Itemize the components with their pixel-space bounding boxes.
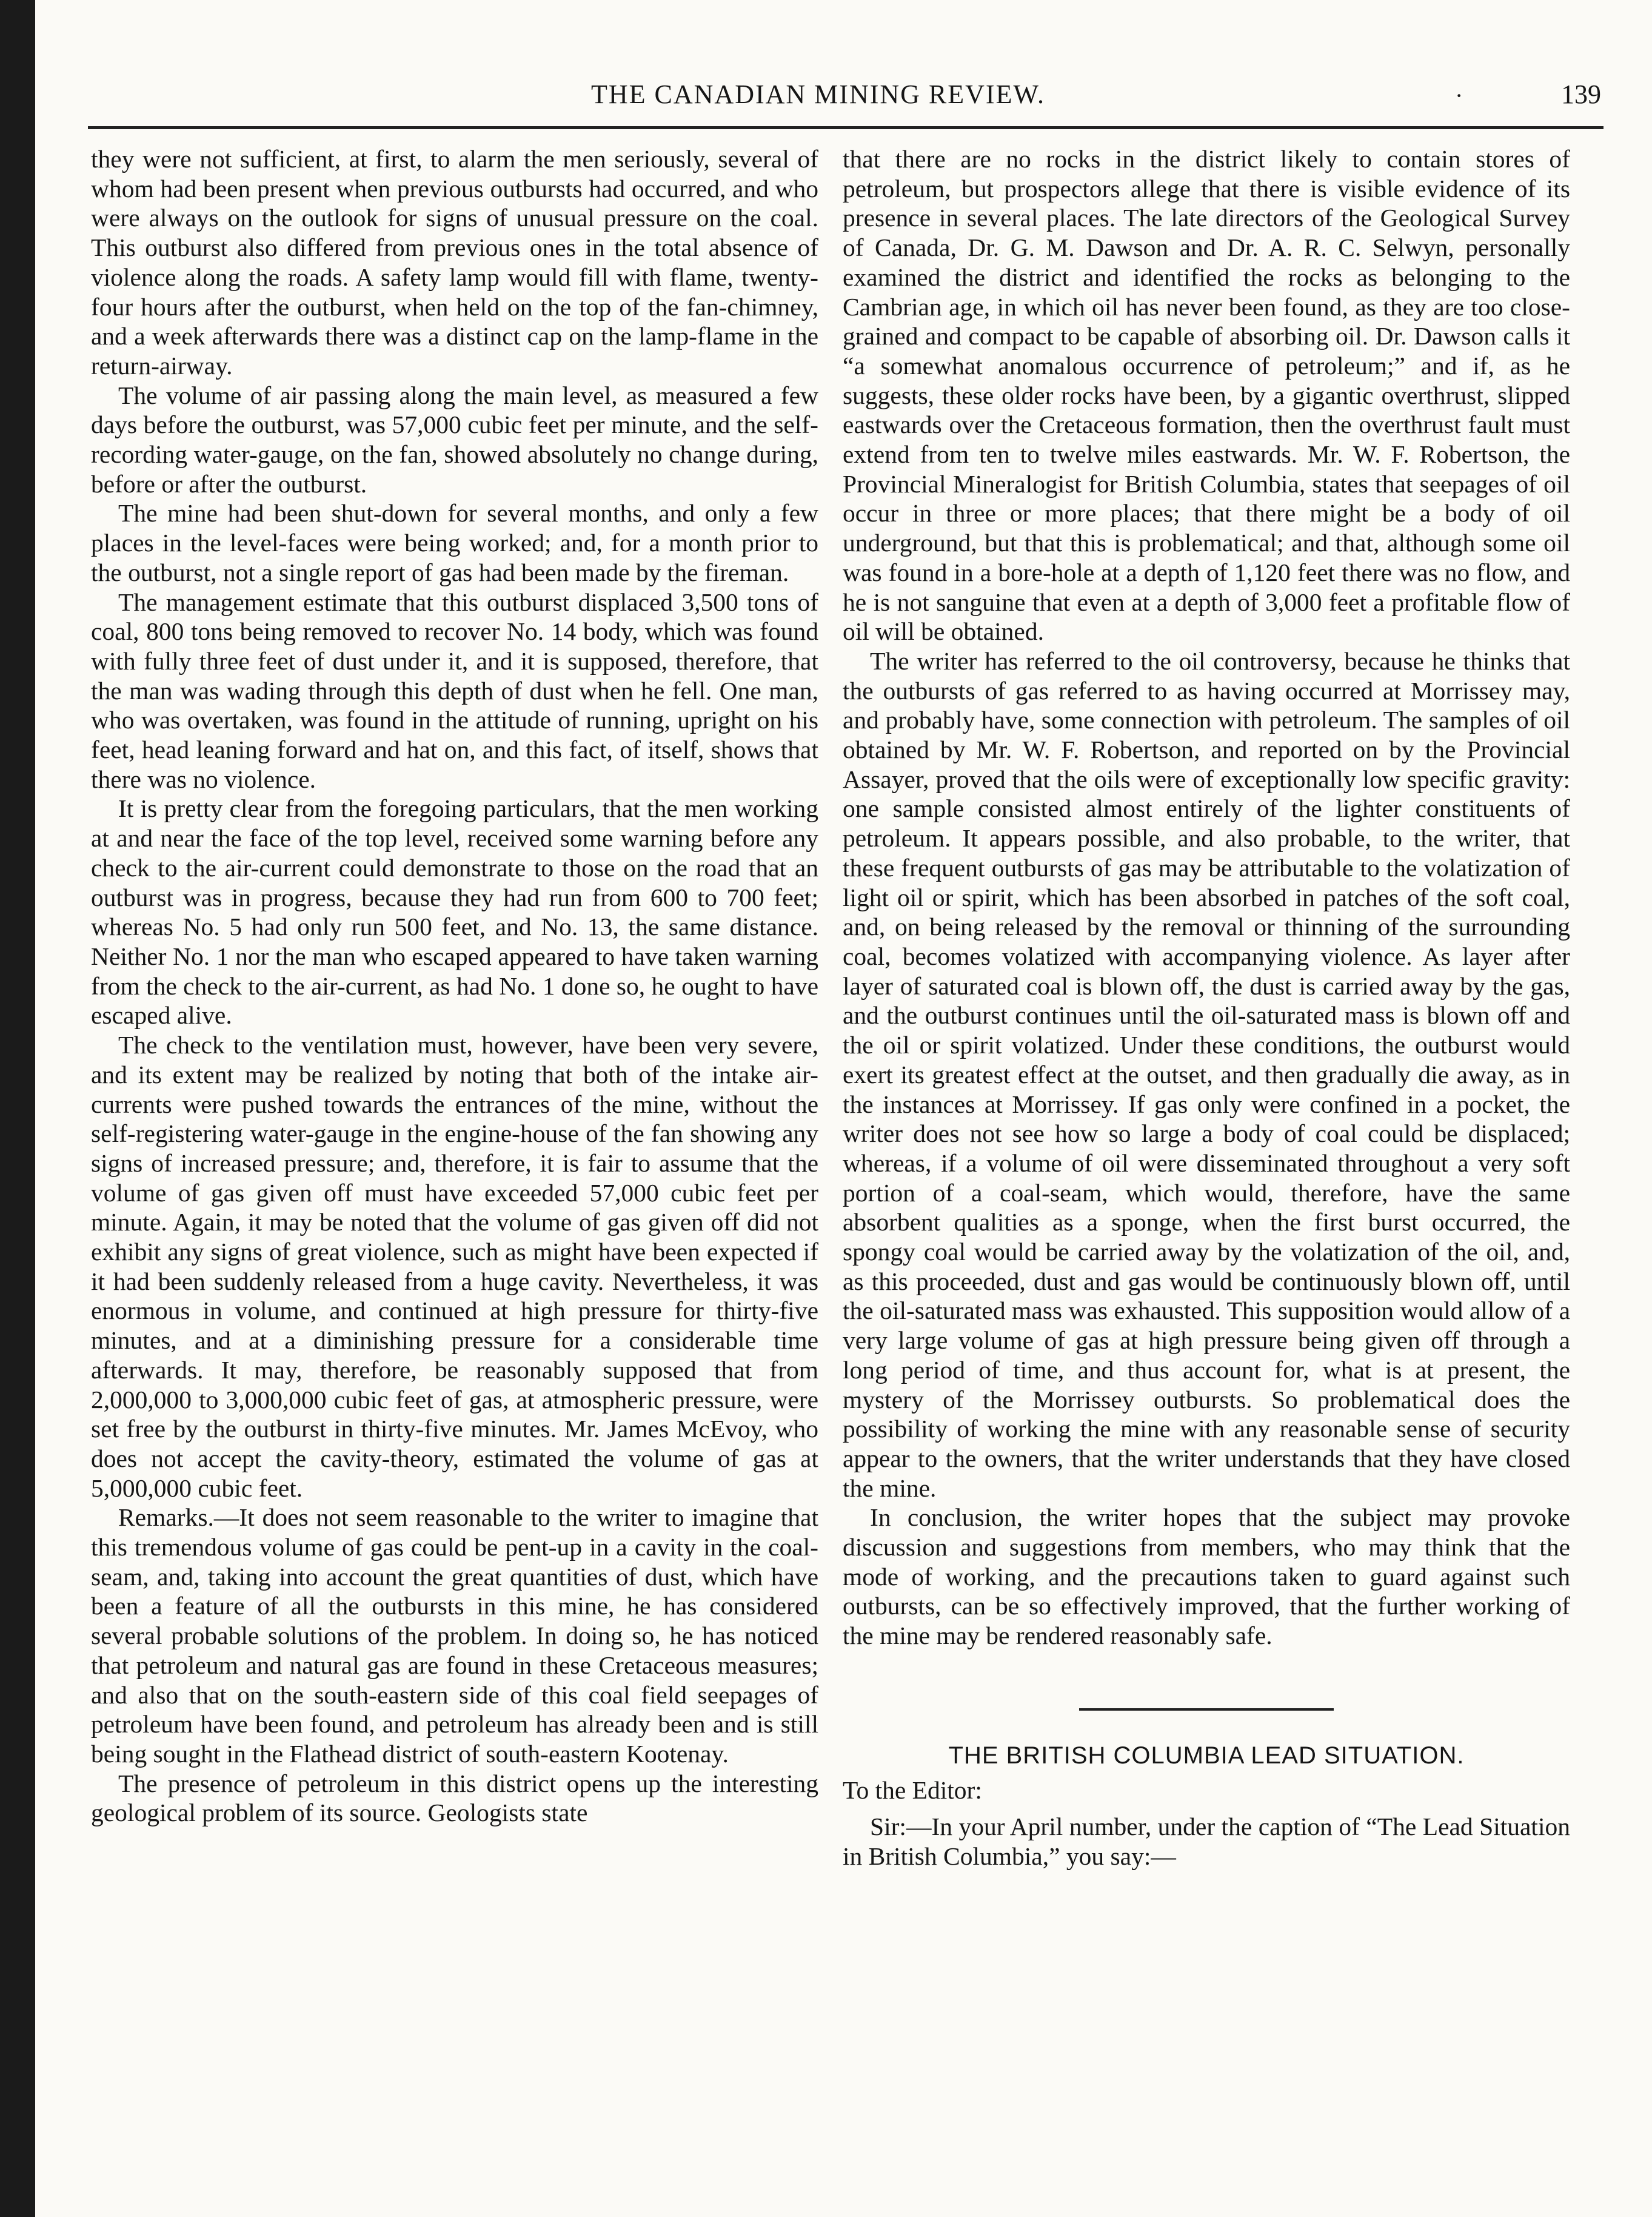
letter-opening: Sir:—In your April number, under the caption of “The Lead Situation in British Columbia,” you say:— [843, 1813, 1570, 1870]
binding-edge [0, 0, 35, 2217]
section-divider [1079, 1708, 1334, 1711]
right-column [843, 144, 1570, 1871]
left-paragraph-8: The presence of petroleum in this district opens up the interesting geological problem of its source. Geologists state [91, 1769, 818, 1827]
header-speck: · [1455, 82, 1463, 109]
left-paragraph-4: The management estimate that this outburst displaced 3,500 tons of coal, 800 tons being removed to recover No. 14 body, which was found with fully three feet of dust under it, and it is supposed, therefore, that the man was wading through this depth of dust when he fell. One man, who was overtaken, was found in the attitude of running, upright on his feet, head leaning forward and hat on, and this fact, of itself, shows that there was no violence. [91, 588, 818, 793]
page-number: 139 [1561, 79, 1601, 109]
left-column [91, 144, 818, 1828]
right-paragraph-2: The writer has referred to the oil controversy, because he thinks that the outbursts of gas referred to as having occurred at Morrissey may, and probably have, some connection with petroleum. The samples of oil obtained by Mr. W. F. Robertson, and reported on by the Provincial Assayer, proved that the oils were of exceptionally low specific gravity: one sample consisted almost entirely of the lighter constituents of petroleum. It appears possible, and also probable, to the writer, that these frequent outbursts of gas may be attributable to the volatization of light oil or spirit, which has been absorbed in patches of the soft coal, and, on being released by the removal or thinning of the surrounding coal, becomes volatized with accompanying violence. As layer after layer of saturated coal is blown off, the dust is carried away by the gas, and the outburst continues until the oil-saturated mass is blown off and the oil or spirit volatized. Under these conditions, the outburst would exert its greatest effect at the outset, and then gradually die away, as in the instances at Morrissey. If gas only were confined in a pocket, the writer does not see how so large a body of coal could be displaced; whereas, if a volume of oil were disseminated throughout a very soft portion of a coal-seam, which would, therefore, have the same absorbent qualities as a sponge, when the first burst occurred, the spongy coal would be carried away by the volatization of the oil, and, as this proceeded, dust and gas would be continuously blown off, until the oil-saturated mass was exhausted. This supposition would allow of a very large volume of gas at high pressure being given off through a long period of time, and thus account for, what is at present, the mystery of the Morrissey outbursts. So problematical does the possibility of working the mine with any reasonable sense of security appear to the owners, that the writer understands that they have closed the mine. [843, 646, 1570, 1502]
right-paragraph-1: that there are no rocks in the district likely to contain stores of petroleum, but prospectors allege that there is visible evidence of its presence in several places. The late directors of the Geological Survey of Canada, Dr. G. M. Dawson and Dr. A. R. C. Selwyn, personally examined the district and identified the rocks as belonging to the Cambrian age, in which oil has never been found, as they are too close-grained and compact to be capable of absorbing oil. Dr. Dawson calls it “a somewhat anomalous occurrence of petroleum;” and if, as he suggests, these older rocks have been, by a gigantic overthrust, slipped eastwards over the Cretaceous formation, then the overthrust fault must extend from ten to twelve miles eastwards. Mr. W. F. Robertson, the Provincial Mineralogist for British Columbia, states that seepages of oil occur in three or more places; that there might be a body of oil underground, but that this is problematical; and that, although some oil was found in a bore-hole at a depth of 1,120 feet there was no flow, and he is not sanguine that even at a depth of 3,000 feet a profitable flow of oil will be obtained. [843, 145, 1570, 646]
letter-salutation: To the Editor: [843, 1776, 982, 1804]
running-header-title: THE CANADIAN MINING REVIEW. [591, 79, 1045, 109]
left-paragraph-remarks: Remarks.—It does not seem reasonable to the writer to imagine that this tremendous volume of gas could be pent-up in a cavity in the coal-seam, and, taking into account the great quantities of dust, which have been a feature of all the outbursts in this mine, he has considered several probable solutions of the problem. In doing so, he has noticed that petroleum and natural gas are found in these Cretaceous measures; and also that on the south-eastern side of this coal field seepages of petroleum have been found, and petroleum has already been and is still being sought in the Flathead district of south-eastern Kootenay. [91, 1503, 818, 1768]
left-paragraph-2: The volume of air passing along the main level, as measured a few days before the outburst, was 57,000 cubic feet per minute, and the self-recording water-gauge, on the fan, showed absolutely no change during, before or after the outburst. [91, 381, 818, 498]
left-paragraph-5: It is pretty clear from the foregoing particulars, that the men working at and near the face of the top level, received some warning before any check to the air-current could demonstrate to those on the road that an outburst was in progress, because they had run from 600 to 700 feet; whereas No. 5 had only run 500 feet, and No. 13, the same distance. Neither No. 1 nor the man who escaped appeared to have taken warning from the check to the air-current, as had No. 1 done so, he ought to have escaped alive. [91, 794, 818, 1030]
left-paragraph-6: The check to the ventilation must, however, have been very severe, and its extent may be realized by noting that both of the intake air-currents were pushed towards the entrances of the mine, without the self-registering water-gauge in the engine-house of the fan showing any signs of increased pressure; and, therefore, it is fair to assume that the volume of gas given off must have exceeded 57,000 cubic feet per minute. Again, it may be noted that the volume of gas given off did not exhibit any signs of great violence, such as might have been expected if it had been suddenly released from a huge cavity. Nevertheless, it was enormous in volume, and continued at high pressure for thirty-five minutes, and at a diminishing pressure for a considerable time afterwards. It may, therefore, be reasonably supposed that from 2,000,000 to 3,000,000 cubic feet of gas, at atmospheric pressure, were set free by the outburst in thirty-five minutes. Mr. James McEvoy, who does not accept the cavity-theory, estimated the volume of gas at 5,000,000 cubic feet. [91, 1031, 818, 1502]
right-paragraph-conclusion: In conclusion, the writer hopes that the subject may provoke discussion and suggestions from members, who may think that the mode of working, and the precautions taken to guard against such outbursts, can be so effectively improved, that the further working of the mine may be rendered reasonably safe. [843, 1503, 1570, 1650]
left-paragraph-3: The mine had been shut-down for several months, and only a few places in the level-faces were being worked; and, for a month prior to the outburst, not a single report of gas had been made by the fireman. [91, 499, 818, 586]
header-rule [88, 126, 1604, 129]
section-heading: THE BRITISH COLUMBIA LEAD SITUATION. [948, 1742, 1465, 1769]
left-paragraph-1: they were not sufficient, at first, to alarm the men seriously, several of whom had been present when previous outbursts had occurred, and who were always on the outlook for signs of unusual pressure on the coal. This outburst also differed from previous ones in the total absence of violence along the roads. A safety lamp would fill with flame, twenty-four hours after the outburst, when held on the top of the fan-chimney, and a week afterwards there was a distinct cap on the lamp-flame in the return-airway. [91, 145, 818, 380]
